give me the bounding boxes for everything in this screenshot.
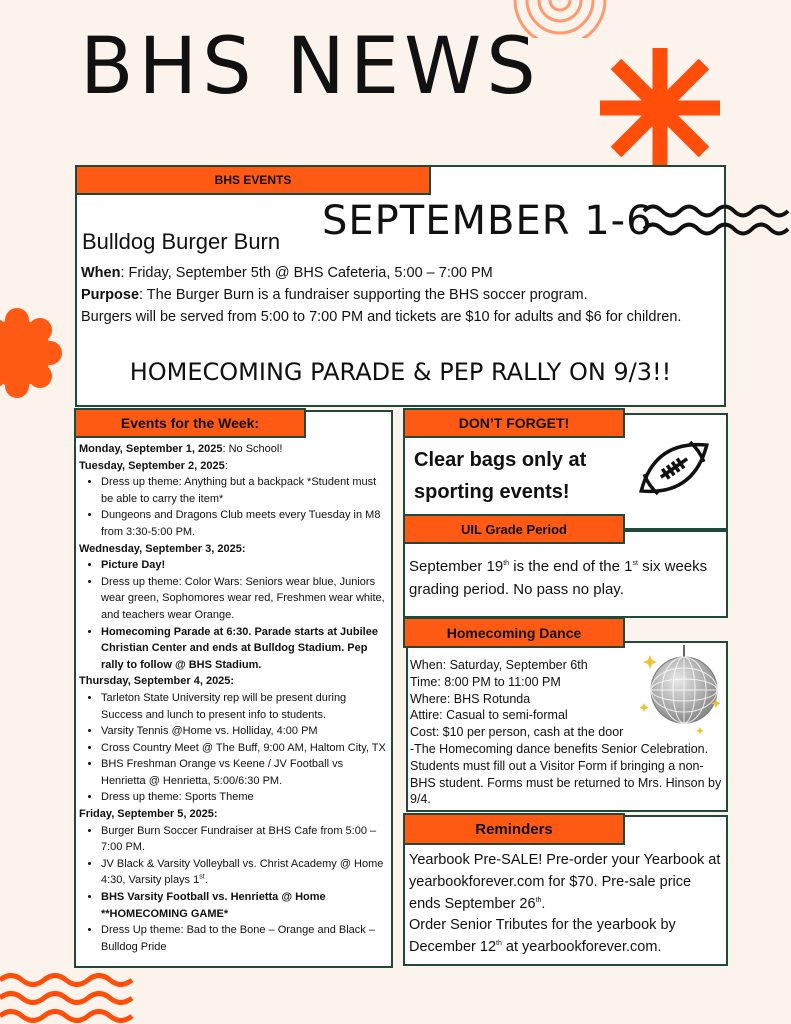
when-line	[81, 262, 721, 284]
page-title: BHS NEWS	[80, 22, 541, 112]
tuesday-heading: Tuesday, September 2, 2025	[79, 459, 225, 472]
monday-text: : No School!	[222, 443, 283, 455]
dance-line: Attire: Casual to semi-formal	[410, 708, 568, 723]
list-item	[101, 856, 389, 889]
dance-line: Time: 8:00 PM to 11:00 PM	[410, 674, 561, 689]
reminders-tab: Reminders	[403, 813, 625, 845]
dance-line: When: Saturday, September 6th	[410, 658, 588, 672]
list-item: • Dress up theme: Color Wars: Seniors wear blue, Juniors wear green, Sophomores wear red, Freshmen wear white, and teachers wear Orange.	[101, 574, 389, 624]
when-text: : Friday, September 5th @ BHS Cafeteria, 5:00 – 7:00 PM	[120, 265, 493, 281]
event-details	[81, 262, 721, 328]
uil-text-2: is the end of the 1	[509, 558, 633, 575]
purpose-label: Purpose	[81, 287, 140, 303]
dance-line: Where: BHS Rotunda	[410, 691, 531, 706]
wednesday-heading: Wednesday, September 3, 2025:	[79, 542, 246, 555]
purpose-line	[81, 284, 721, 306]
wave-decoration-bottom	[0, 970, 140, 1024]
wave-decoration-right	[640, 200, 791, 240]
asterisk-decoration	[598, 46, 722, 170]
thursday-list	[79, 690, 389, 806]
list-item: • Burger Burn Soccer Fundraiser at BHS Cafe from 5:00 – 7:00 PM.	[101, 823, 389, 856]
date-range-heading: SEPTEMBER 1-6	[322, 198, 653, 244]
bhs-events-tab: BHS EVENTS	[75, 165, 431, 195]
homecoming-banner: HOMECOMING PARADE & PEP RALLY ON 9/3!!	[129, 358, 672, 386]
uil-text	[409, 555, 723, 601]
dont-forget-text: Clear bags only at sporting events!	[414, 449, 587, 503]
tuesday-line	[79, 458, 389, 475]
list-item-period: .	[204, 874, 208, 887]
reminder-text-1: Yearbook Pre-SALE! Pre-order your Yearbook at yearbookforever.com for $70. Pre-sale price ends September 26	[409, 852, 721, 912]
week-events-tab: Events for the Week:	[74, 408, 306, 438]
reminders-text	[409, 850, 723, 959]
dance-tab: Homecoming Dance	[403, 617, 625, 648]
list-item: • Dress Up theme: Bad to the Bone – Orange and Black – Bulldog Pride	[101, 922, 389, 955]
friday-list	[79, 823, 389, 956]
list-item: • Cross Country Meet @ The Buff, 9:00 AM, Haltom City, TX	[101, 740, 389, 757]
senior-tributes	[409, 915, 723, 959]
dance-line: Cost: $10 per person, cash at the door	[410, 725, 624, 740]
ordinal-sup: th	[496, 940, 502, 948]
event-title: Bulldog Burger Burn	[82, 229, 281, 254]
list-item: • Dress up theme: Sports Theme	[101, 789, 389, 806]
uil-tab: UIL Grade Period	[403, 514, 625, 544]
ordinal-sup: th	[503, 560, 510, 567]
wednesday-list	[79, 557, 389, 673]
monday-line	[79, 441, 389, 458]
ordinal-sup: st	[199, 873, 205, 881]
dance-line: -The Homecoming dance benefits Senior Celebration. Students must fill out a Visitor Form if bringing a non-BHS student. Forms must be returned to Mrs. Hinson by 9/4.	[410, 741, 722, 807]
purpose-text: : The Burger Burn is a fundraiser supporting the BHS soccer program.	[139, 287, 588, 303]
tuesday-list	[79, 474, 389, 540]
flower-decoration	[0, 308, 62, 398]
dont-forget-tab: DON’T FORGET!	[403, 408, 625, 438]
yearbook-presale	[409, 850, 723, 915]
monday-heading: Monday, September 1, 2025	[79, 443, 223, 455]
reminder-text-4: at yearbookforever.com.	[501, 939, 662, 956]
week-events-list	[79, 441, 389, 955]
ordinal-sup: st	[632, 560, 638, 567]
tuesday-suffix: :	[224, 459, 228, 472]
list-item: • BHS Varsity Football vs. Henrietta @ Home **HOMECOMING GAME*	[101, 889, 389, 922]
uil-text-1: September 19	[409, 558, 504, 575]
uil-text-3: six weeks grading period. No pass no play.	[409, 558, 708, 598]
disco-ball-icon	[638, 645, 722, 740]
list-item: • Dress up theme: Anything but a backpack *Student must be able to carry the item*	[101, 474, 389, 507]
list-item-text: JV Black & Varsity Volleyball vs. Christ Academy @ Home 4:30, Varsity plays 1	[101, 857, 384, 887]
list-item: • Tarleton State University rep will be present during Success and lunch to present info to students.	[101, 690, 389, 723]
list-item: • Varsity Tennis @Home vs. Holliday, 4:00 PM	[101, 723, 389, 740]
list-item: • Picture Day!	[101, 557, 389, 574]
list-item: • Homecoming Parade at 6:30. Parade starts at Jubilee Christian Center and ends at Bulldog Stadium. Pep rally to follow @ BHS Stadium.	[101, 624, 389, 674]
burger-text: Burgers will be served from 5:00 to 7:00 PM and tickets are $10 for adults and $6 for children.	[81, 309, 682, 325]
when-label: When	[81, 265, 121, 281]
reminder-text-2: .	[541, 895, 546, 912]
ordinal-sup: th	[535, 896, 542, 904]
football-icon	[630, 428, 718, 513]
friday-heading: Friday, September 5, 2025:	[79, 808, 218, 821]
list-item: • BHS Freshman Orange vs Keene / JV Football vs Henrietta @ Henrietta, 5:00/6:30 PM.	[101, 756, 389, 789]
list-item: • Dungeons and Dragons Club meets every Tuesday in M8 from 3:30-5:00 PM.	[101, 507, 389, 540]
reminder-text-3: Order Senior Tributes for the yearbook by December 12	[409, 917, 676, 956]
thursday-heading: Thursday, September 4, 2025:	[79, 675, 235, 688]
